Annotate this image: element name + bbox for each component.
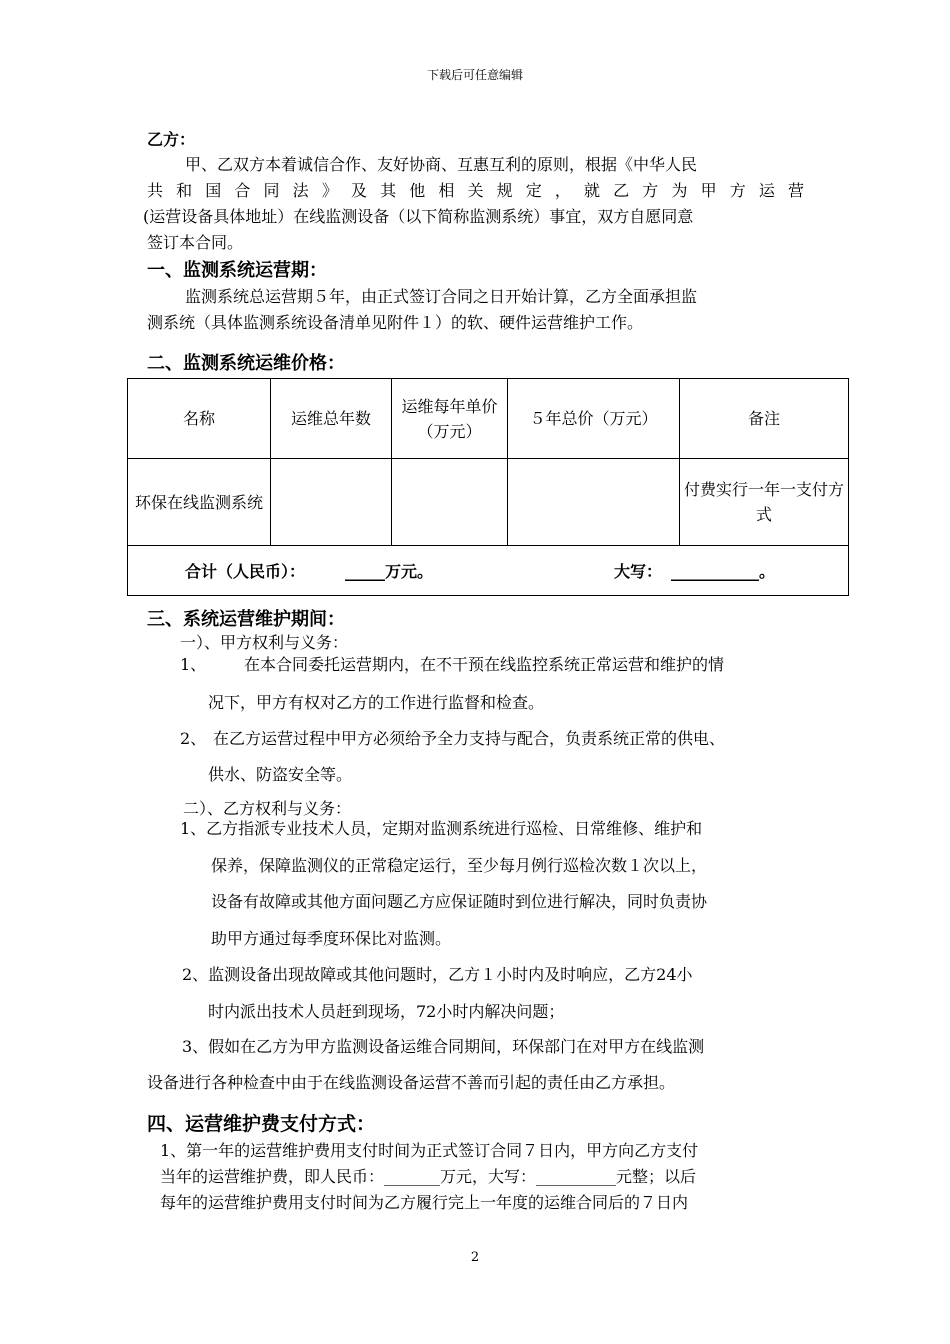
page-number: 2 <box>470 1250 480 1265</box>
total-cell <box>128 546 849 596</box>
intro-line-4: 签订本合同。 <box>147 233 244 252</box>
section-3-title: 三、系统运营维护期间： <box>147 609 345 630</box>
table-row <box>128 459 849 546</box>
section-1-line-2: 测系统（具体监测系统设备清单见附件１）的软、硬件运营维护工作。 <box>147 313 644 332</box>
header-name: 名称 <box>128 379 271 459</box>
intro-line-2: 共和国合同法》及其他相关规定，就乙方为甲方运营 <box>147 181 804 200</box>
party-a-item-2-line-1: 在乙方运营过程中甲方必须给予全力支持与配合，负责系统正常的供电、 <box>213 729 726 748</box>
section-4-line-1: 1、第一年的运营维护费用支付时间为正式签订合同７日内，甲方向乙方支付 <box>160 1141 699 1160</box>
section-4-line-3: 每年的运营维护费用支付时间为乙方履行完上一年度的运维合同后的７日内 <box>160 1193 689 1212</box>
header-unit-price: 运维每年单价（万元） <box>392 379 508 459</box>
party-b-rights-heading: 二）、乙方权利与义务： <box>183 799 352 818</box>
party-b-item-1-line-2: 保养，保障监测仪的正常稳定运行，至少每月例行巡检次数１次以上， <box>211 856 708 875</box>
section-4-line-2: 当年的运营维护费，即人民币：_______万元，大写：__________元整；以后 <box>160 1167 697 1186</box>
section-4-title: 四、运营维护费支付方式： <box>147 1113 376 1135</box>
party-a-item-1-number: 1、 <box>180 655 207 674</box>
section-1-title: 一、监测系统运营期： <box>147 260 327 281</box>
party-b-item-3-line-2: 设备进行各种检查中由于在线监测设备运营不善而引起的责任由乙方承担。 <box>147 1073 676 1092</box>
table-header-row <box>128 379 849 459</box>
party-b-item-1-line-3: 设备有故障或其他方面问题乙方应保证随时到位进行解决，同时负责协 <box>211 892 708 911</box>
header-five-year-total: ５年总价（万元） <box>508 379 680 459</box>
page-header: 下载后可任意编辑 <box>426 68 523 82</box>
cell-total-years <box>271 459 392 546</box>
total-caps-label: 大写： <box>614 562 663 581</box>
header-total-years: 运维总年数 <box>271 379 392 459</box>
total-caps-value: ___________。 <box>671 562 776 581</box>
party-b-item-3-line-1: 3、假如在乙方为甲方监测设备运维合同期间，环保部门在对甲方在线监测 <box>182 1037 705 1056</box>
party-a-item-2-line-2: 供水、防盗安全等。 <box>208 765 353 784</box>
party-b-item-1-line-4: 助甲方通过每季度环保比对监测。 <box>211 929 452 948</box>
intro-line-1: 甲、乙双方本着诚信合作、友好协商、互惠互利的原则，根据《中华人民 <box>185 155 698 174</box>
cell-remark: 付费实行一年一支付方式 <box>680 459 849 546</box>
intro-line-3: (运营设备具体地址）在线监测设备（以下简称监测系统）事宜，双方自愿同意 <box>143 207 694 226</box>
total-amount: _____万元。 <box>345 562 434 581</box>
table-total-row <box>128 546 849 596</box>
cell-five-year-total <box>508 459 680 546</box>
party-a-item-1-line-2: 况下，甲方有权对乙方的工作进行监督和检查。 <box>208 693 545 712</box>
party-b-item-2-line-2: 时内派出技术人员赶到现场，72小时内解决问题； <box>208 1002 565 1021</box>
section-2-title: 二、监测系统运维价格： <box>147 353 345 374</box>
cell-unit-price <box>392 459 508 546</box>
section-1-line-1: 监测系统总运营期５年，由正式签订合同之日开始计算，乙方全面承担监 <box>185 287 698 306</box>
party-a-item-2-number: 2、 <box>180 729 207 748</box>
party-a-item-1-line-1: 在本合同委托运营期内，在不干预在线监控系统正常运营和维护的情 <box>244 655 725 674</box>
cell-system-name: 环保在线监测系统 <box>128 459 271 546</box>
party-b-item-1-line-1: 1、乙方指派专业技术人员，定期对监测系统进行巡检、日常维修、维护和 <box>180 819 703 838</box>
total-label: 合计（人民币）： <box>185 562 306 581</box>
party-a-rights-heading: 一）、甲方权利与义务： <box>180 633 349 652</box>
party-b-label: 乙方： <box>147 130 196 149</box>
price-table <box>127 378 849 596</box>
header-remark: 备注 <box>680 379 849 459</box>
party-b-item-2-line-1: 2、监测设备出现故障或其他问题时，乙方１小时内及时响应，乙方24小 <box>182 965 693 984</box>
